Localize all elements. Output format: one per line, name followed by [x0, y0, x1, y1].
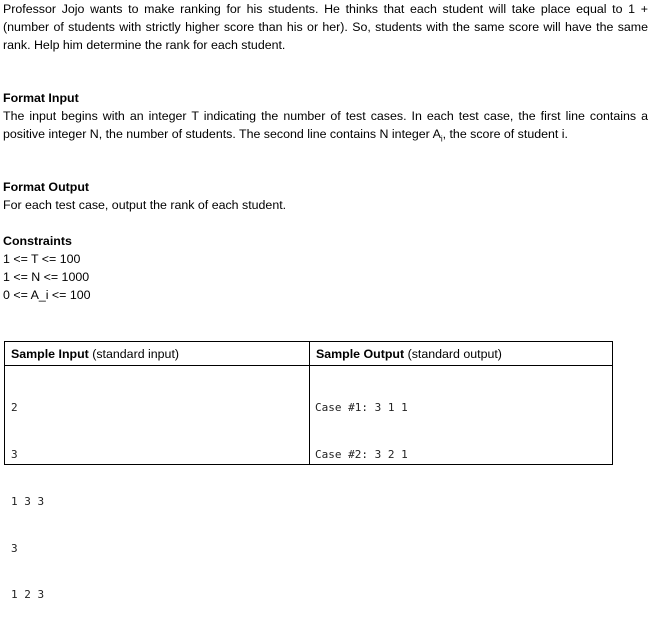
sample-input-line: 1 2 3	[11, 588, 45, 602]
sample-input-title: Sample Input	[11, 347, 89, 361]
format-input-heading: Format Input	[3, 91, 79, 105]
constraints-heading: Constraints	[3, 234, 72, 248]
sample-input-line: 3	[11, 447, 18, 461]
sample-table	[4, 341, 613, 602]
format-input-text-main: The input begins with an integer T indicating the number of test cases. In each test case, the first line contains a positive integer N, the number of students. The second line contains N integer A	[3, 109, 648, 141]
constraint-item: 0 <= A_i <= 100	[3, 288, 91, 302]
format-input-text	[3, 107, 648, 143]
sample-output-line: Case #1: 3 1 1	[315, 401, 408, 415]
format-output-text: For each test case, output the rank of each student.	[3, 198, 287, 212]
format-input-text-tail: , the score of student i.	[442, 127, 568, 141]
constraint-item: 1 <= N <= 1000	[3, 270, 90, 284]
sample-output-line: Case #2: 3 2 1	[315, 447, 408, 461]
sample-input-content	[11, 369, 44, 634]
sample-input-header	[11, 345, 179, 363]
table-header-divider	[5, 365, 612, 366]
problem-description: Professor Jojo wants to make ranking for his students. He thinks that each student will take place equal to 1 + (number of students with strictly higher score than his or her). So, students with the same score will have the same rank. Help him determine the rank for each student.	[3, 2, 648, 52]
sample-output-title: Sample Output	[316, 347, 405, 361]
sample-output-content	[315, 369, 408, 494]
sample-input-line: 1 3 3	[11, 494, 45, 508]
sample-input-subtitle: (standard input)	[88, 347, 180, 361]
constraint-item: 1 <= T <= 100	[3, 252, 81, 266]
format-output-heading: Format Output	[3, 180, 90, 194]
table-column-divider	[309, 342, 310, 464]
sample-input-line: 3	[11, 541, 18, 555]
sample-input-line: 2	[11, 401, 18, 415]
format-input-subscript: i	[440, 134, 443, 144]
sample-output-header	[316, 345, 502, 363]
sample-output-subtitle: (standard output)	[404, 347, 502, 361]
